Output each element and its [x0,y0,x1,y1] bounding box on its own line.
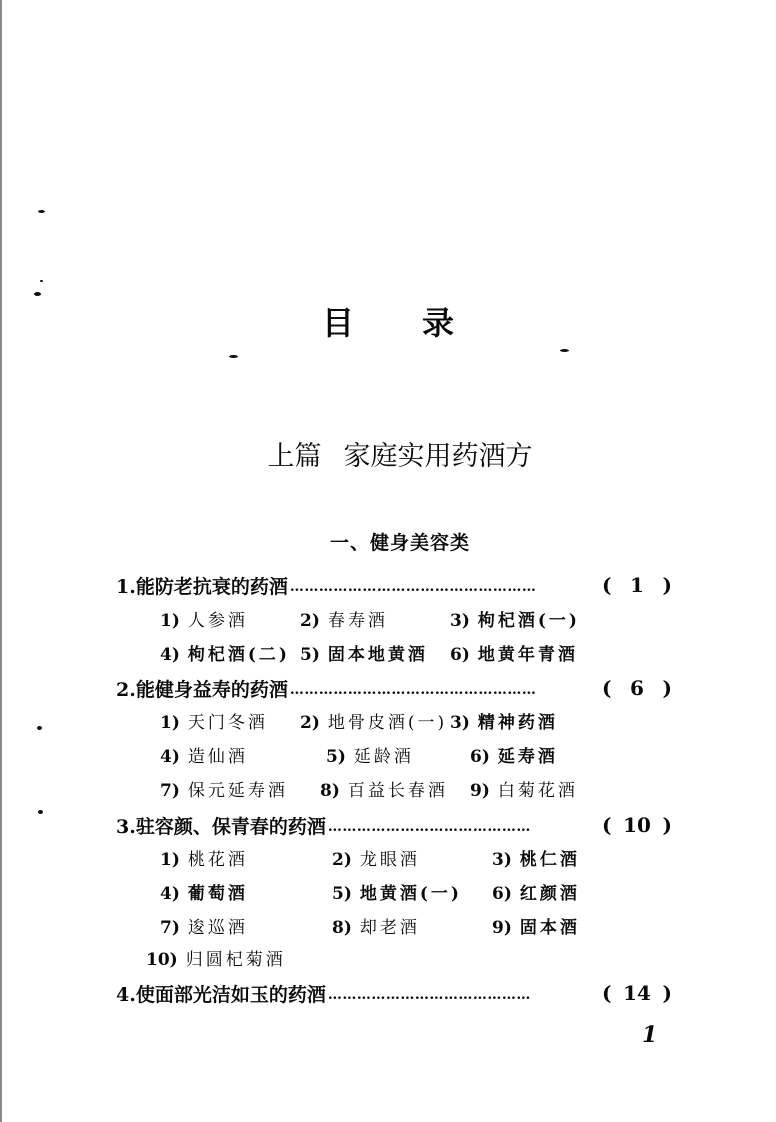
toc-title [0,298,776,344]
sub-item[interactable]: 10) 归圆杞菊酒 [146,950,286,970]
sub-item[interactable]: 7) 保元延寿酒 [160,781,288,801]
dot-leader: …………………………………… [327,987,531,1003]
sub-item[interactable]: 6) 延寿酒 [470,747,558,767]
toc-entry-label[interactable]: 4.使面部光洁如玉的药酒 [116,983,326,1006]
sub-item[interactable]: 1) 天门冬酒 [160,713,268,733]
sub-item[interactable]: 6) 地黄年青酒 [450,645,578,665]
toc-entry-page[interactable]: ( 14 ) [602,981,672,1005]
toc-entry-page[interactable]: ( 6 ) [602,676,672,700]
scan-speck [38,210,45,213]
toc-entry-page[interactable]: ( 10 ) [602,813,672,837]
sub-item[interactable]: 4) 枸杞酒(二) [160,645,290,665]
sub-item[interactable]: 5) 固本地黄酒 [300,645,428,665]
toc-entry-label[interactable]: 1.能防老抗衰的药酒 [116,575,288,598]
sub-item[interactable]: 2) 地骨皮酒(一) [300,713,448,733]
page-number: 1 [642,1022,658,1048]
toc-entry-3[interactable] [116,810,672,840]
sub-item[interactable]: 9) 固本酒 [492,918,580,938]
dot-leader: …………………………………………… [289,682,537,698]
sub-item[interactable]: 4) 造仙酒 [160,747,248,767]
scan-speck [38,810,43,814]
scan-speck [560,349,569,352]
sub-item[interactable]: 1) 桃花酒 [160,850,248,870]
toc-title-char-2: 录 [422,304,455,342]
toc-entry-4[interactable] [116,978,672,1008]
toc-entry-label[interactable]: 2.能健身益寿的药酒 [116,678,288,701]
part-title: 家庭实用药酒方 [343,441,533,472]
toc-entry-2[interactable] [116,673,672,703]
scan-speck [40,280,43,282]
page-left-edge [0,0,2,1122]
sub-item[interactable]: 4) 葡萄酒 [160,884,248,904]
scan-speck [229,355,238,358]
sub-item[interactable]: 2) 春寿酒 [300,611,388,631]
scan-speck [37,726,42,730]
dot-leader: …………………………………………… [289,579,537,595]
toc-title-char-1: 目 [321,304,354,342]
part-label: 上篇 [267,441,322,472]
sub-item[interactable]: 2) 龙眼酒 [332,850,420,870]
sub-item[interactable]: 7) 逡巡酒 [160,918,248,938]
toc-entry-page[interactable]: ( 1 ) [602,573,672,597]
sub-item[interactable]: 6) 红颜酒 [492,884,580,904]
toc-entry-1[interactable] [116,570,672,600]
sub-item[interactable]: 1) 人参酒 [160,611,248,631]
dot-leader: …………………………………… [327,819,531,835]
toc-entry-label[interactable]: 3.驻容颜、保青春的药酒 [116,815,326,838]
sub-item[interactable]: 3) 枸杞酒(一) [450,611,580,631]
sub-item[interactable]: 3) 桃仁酒 [492,850,580,870]
sub-item[interactable]: 9) 白菊花酒 [470,781,578,801]
sub-item[interactable]: 8) 却老酒 [332,918,420,938]
part-heading [0,434,776,473]
sub-item[interactable]: 8) 百益长春酒 [320,781,448,801]
sub-item[interactable]: 5) 地黄酒(一) [332,884,462,904]
sub-item[interactable]: 5) 延龄酒 [326,747,414,767]
sub-item[interactable]: 3) 精神药酒 [450,713,558,733]
section-heading: 一、健身美容类 [329,532,470,554]
scan-speck [34,292,41,296]
